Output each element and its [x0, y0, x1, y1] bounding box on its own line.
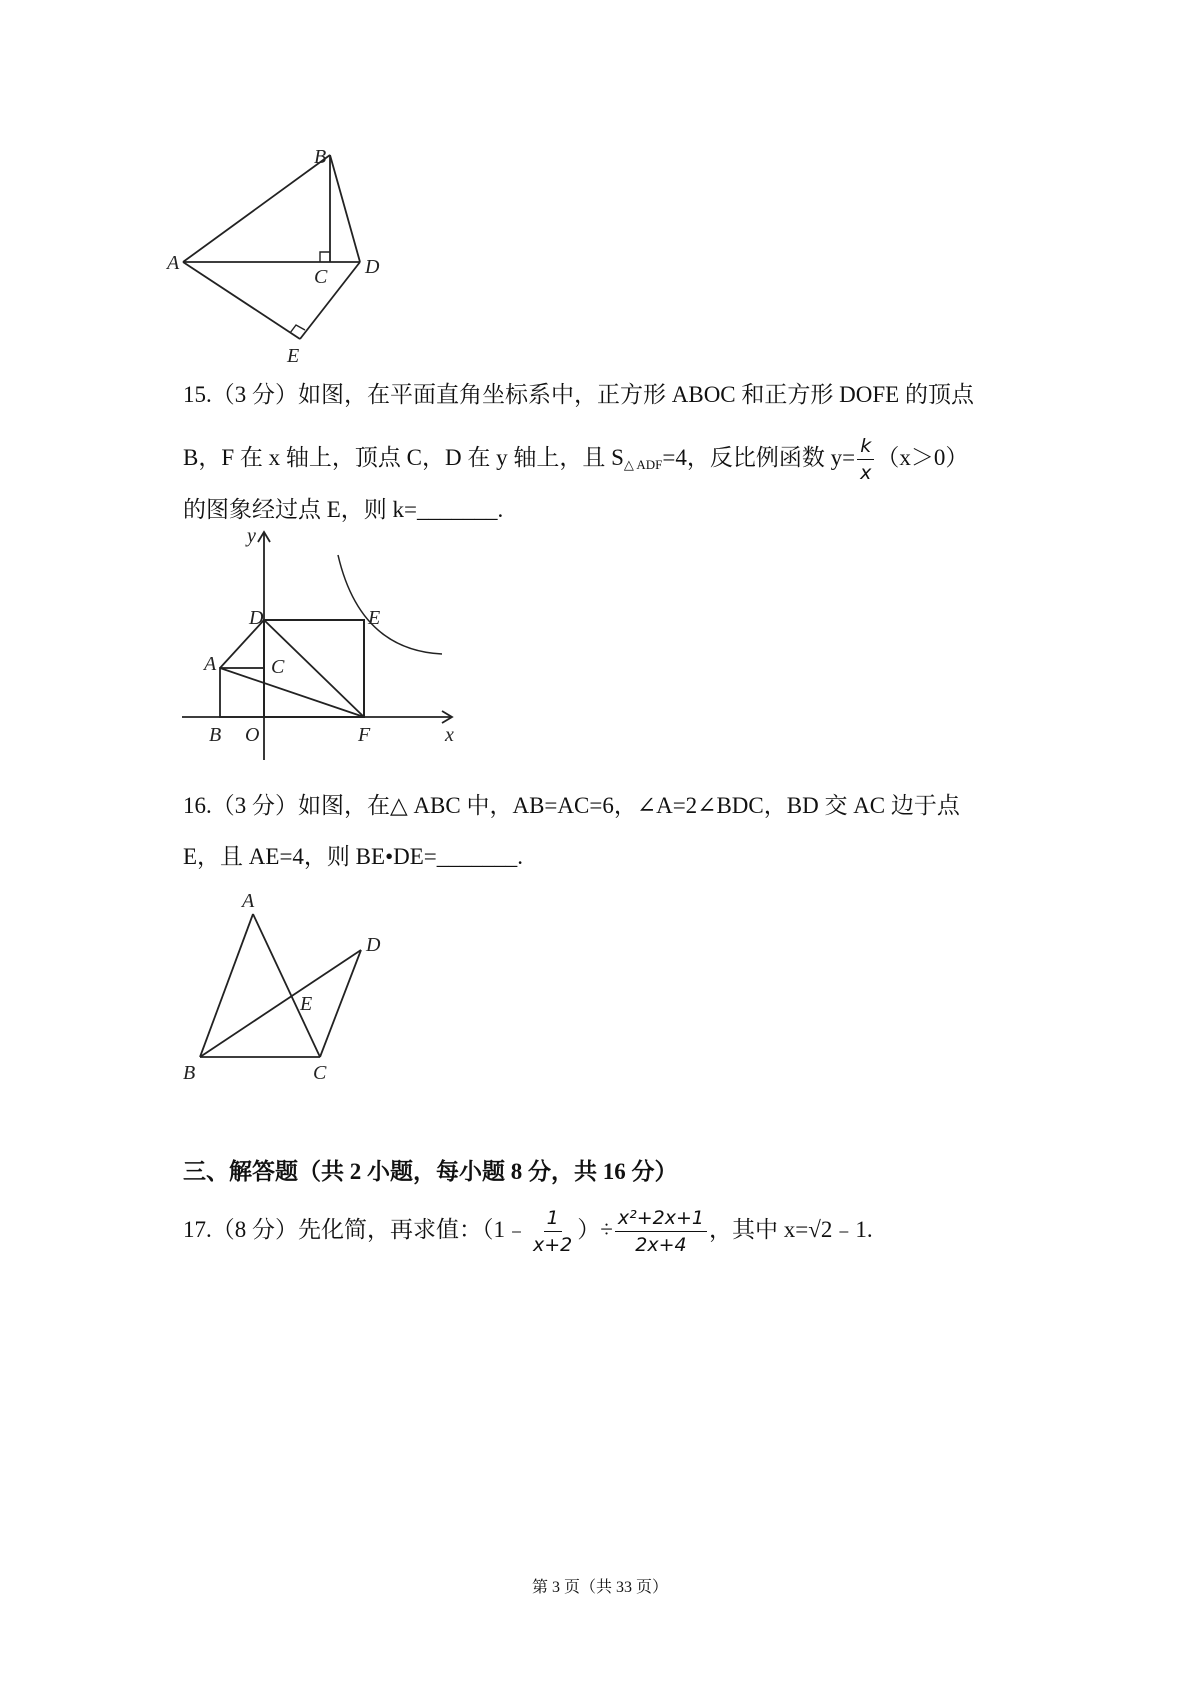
label-E: E — [300, 993, 313, 1015]
label-A: A — [242, 890, 255, 912]
section-3-heading — [183, 1153, 678, 1186]
fraction-1-numerator: 1 — [544, 1207, 562, 1232]
fraction-2-numerator: x²+2x+1 — [615, 1207, 707, 1232]
question-15-text-1: 如图，在平面直角坐标系中，正方形 ABOC 和正方形 DOFE 的顶点 — [298, 382, 974, 407]
label-F: F — [358, 724, 371, 746]
question-15-text-2c: （x＞0） — [876, 444, 969, 470]
fraction-k-over-x — [857, 435, 874, 484]
label-C: C — [271, 656, 285, 678]
question-16-text-2: E，且 AE=4，则 BE•DE=_______. — [183, 844, 524, 869]
fraction-2-denominator: 2x+4 — [635, 1234, 687, 1257]
label-B: B — [209, 724, 222, 746]
question-16-line-1 — [183, 789, 960, 823]
question-15-text-3: 的图象经过点 E，则 k=_______. — [183, 497, 504, 522]
label-B: B — [314, 146, 327, 168]
figure-q16 — [175, 885, 395, 1085]
question-17-suffix: ，其中 x=√2﹣1. — [709, 1217, 873, 1242]
figure-q15 — [170, 520, 470, 770]
figure-q14-svg — [160, 125, 380, 367]
question-17-mid: ）÷ — [577, 1217, 613, 1242]
question-17-prefix: 17.（8 分）先化简，再求值：（1﹣ — [183, 1217, 528, 1242]
question-15-line-2 — [183, 435, 968, 484]
page-number-text: 第 3 页（共 33 页） — [531, 1579, 668, 1596]
fraction-1-over-x-plus-2 — [530, 1207, 575, 1256]
fraction-denominator: x — [860, 462, 872, 484]
label-D: D — [366, 934, 381, 956]
label-y-axis: y — [247, 525, 256, 547]
figure-q16-svg — [175, 885, 395, 1085]
question-17 — [183, 1200, 873, 1260]
section-3-title: 三、解答题（共 2 小题，每小题 8 分，共 16 分） — [183, 1159, 678, 1184]
question-16-line-2 — [183, 840, 523, 874]
label-x-axis: x — [445, 724, 454, 746]
label-C: C — [313, 1062, 327, 1084]
fraction-numerator: k — [857, 435, 874, 460]
question-15-text-2a: B，F 在 x 轴上，顶点 C，D 在 y 轴上，且 S — [183, 444, 624, 470]
label-D: D — [249, 607, 264, 629]
label-A: A — [204, 653, 217, 675]
fraction-2 — [615, 1207, 707, 1256]
page-footer — [0, 1574, 1200, 1597]
question-15-number: 15.（3 分） — [183, 382, 298, 407]
label-C: C — [314, 266, 328, 288]
label-E: E — [368, 607, 381, 629]
question-15-text-2b: =4，反比例函数 y= — [662, 444, 856, 470]
label-O: O — [245, 724, 260, 746]
label-B: B — [183, 1062, 196, 1084]
question-16-text-1: 16.（3 分）如图，在△ ABC 中，AB=AC=6，∠A=2∠BDC，BD 交 AC 边于点 — [183, 793, 960, 818]
fraction-1-denominator: x+2 — [533, 1234, 573, 1257]
question-15-line-1 — [183, 378, 974, 412]
triangle-adf-subscript: △ ADF — [623, 456, 663, 472]
label-A: A — [167, 252, 180, 274]
figure-q15-svg — [170, 520, 470, 770]
label-E: E — [287, 345, 300, 367]
figure-q14 — [160, 125, 380, 367]
label-D: D — [365, 256, 380, 278]
